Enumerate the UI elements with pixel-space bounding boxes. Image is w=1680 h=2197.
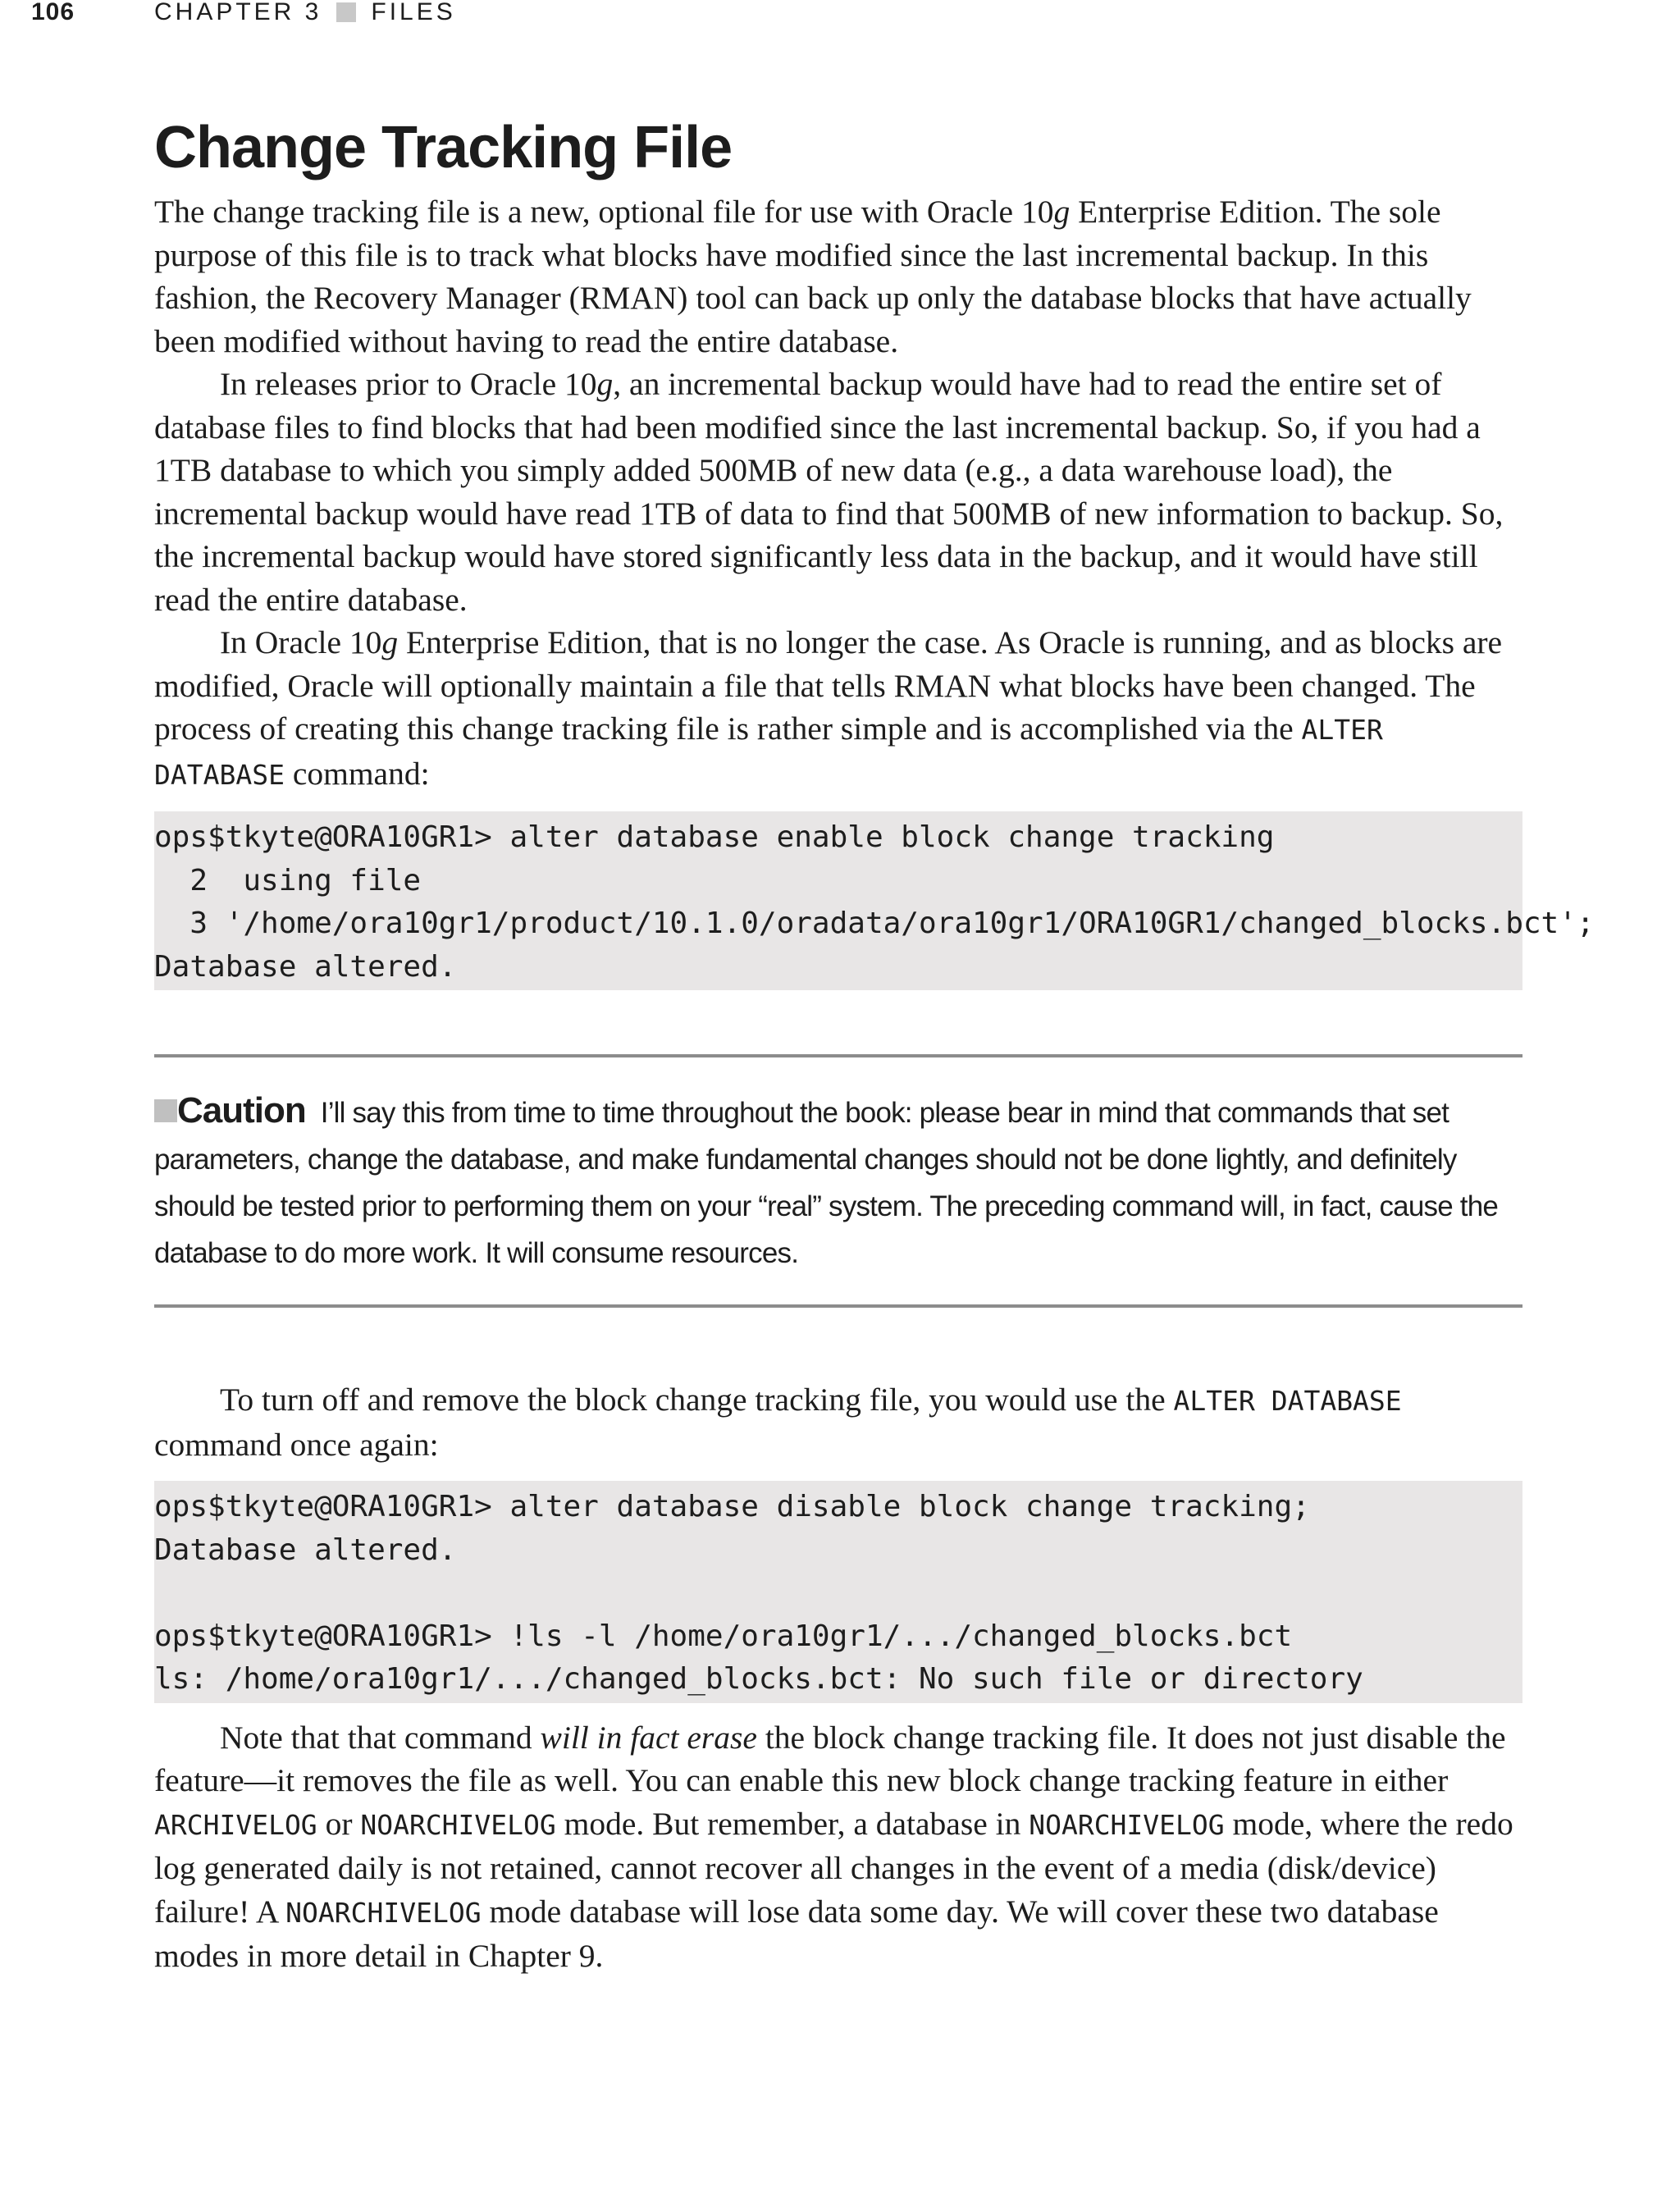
inline-code: NOARCHIVELOG [360,1808,556,1841]
paragraph-prior-releases: In releases prior to Oracle 10g, an incremental backup would have had to read the entire set of database files to find blocks that had been modified since the last incremental backup. So, if you had a 1TB database to which you simply added 500MB of new data (e.g., a data warehouse load), the incremental backup would have read 1TB of data to find that 500MB of new information to backup. So, the incremental backup would have stored significantly less data in the backup, and it would have still read the entire database. [154,366,1504,618]
code-line: 3 '/home/ora10gr1/product/10.1.0/oradata/ora10gr1/ORA10GR1/changed_blocks.bct'; [154,907,1595,940]
inline-code: NOARCHIVELOG [1029,1808,1225,1841]
inline-code: ALTER DATABASE [154,714,1383,791]
caution-marker-icon [154,1099,177,1122]
code-block-enable [154,811,1595,990]
caution-text: Caution I’ll say this from time to time throughout the book: please bear in mind that commands that set parameters, change the database, and make fundamental changes should not be done lightly, and definitely should be tested prior to performing them on your “real” system. The preceding command will, in fact, cause the database to do more work. It will consume resources. [154,1090,1499,1269]
code-line: ls: /home/ora10gr1/.../changed_blocks.bct: No such file or directory [154,1662,1363,1696]
caution-box [154,1054,1522,1308]
code-line: Database altered. [154,949,457,984]
code-line: 2 using file [154,863,422,898]
paragraph-intro: The change tracking file is a new, optional file for use with Oracle 10g Enterprise Edition. The sole purpose of this file is to track what blocks have modified since the last incremental backup. In this fashion, the Recovery Manager (RMAN) tool can back up only the database blocks that have actually been modified without having to read the entire database. [154,194,1472,359]
section-label: FILES [371,0,456,25]
code-line: ops$tkyte@ORA10GR1> !ls -l /home/ora10gr1/.../changed_blocks.bct [154,1619,1293,1653]
running-header [0,0,1680,28]
paragraph-turn-off: To turn off and remove the block change tracking file, you would use the ALTER DATABASE command once again: [154,1382,1402,1463]
chapter-label: CHAPTER 3 [154,0,322,25]
section-title: Change Tracking File [154,115,733,180]
paragraph-enterprise-edition: In Oracle 10g Enterprise Edition, that is no longer the case. As Oracle is running, and as blocks are modified, Oracle will optionally maintain a file that tells RMAN what blocks have been changed. The process of creating this change tracking file is rather simple and is accomplished via the ALTER DATABASE command: [154,624,1503,792]
code-line: ops$tkyte@ORA10GR1> alter database enable block change tracking [154,820,1275,854]
page-body [154,105,1595,1978]
code-line: ops$tkyte@ORA10GR1> alter database disable block change tracking; [154,1490,1310,1523]
caution-label: Caution [177,1090,306,1130]
chapter-heading [154,0,456,26]
inline-code: ARCHIVELOG [154,1808,317,1841]
inline-code: ALTER DATABASE [1173,1385,1402,1417]
paragraph-note: Note that that command will in fact erase the block change tracking file. It does not just disable the feature—it removes the file as well. You can enable this new block change tracking feature in either ARCHIVELOG or NOARCHIVELOG mode. But remember, a database in NOARCHIVELOG mode, where the redo log generated daily is not retained, cannot recover all changes in the event of a media (disk/device) failure! A NOARCHIVELOG mode database will lose data some day. We will cover these two database modes in more detail in Chapter 9. [154,1719,1513,1974]
code-line: Database altered. [154,1532,457,1567]
code-line [154,1572,1522,1615]
page-number: 106 [31,0,75,25]
inline-code: NOARCHIVELOG [285,1896,482,1929]
code-block-disable [154,1481,1522,1703]
square-bullet-icon [336,2,356,22]
